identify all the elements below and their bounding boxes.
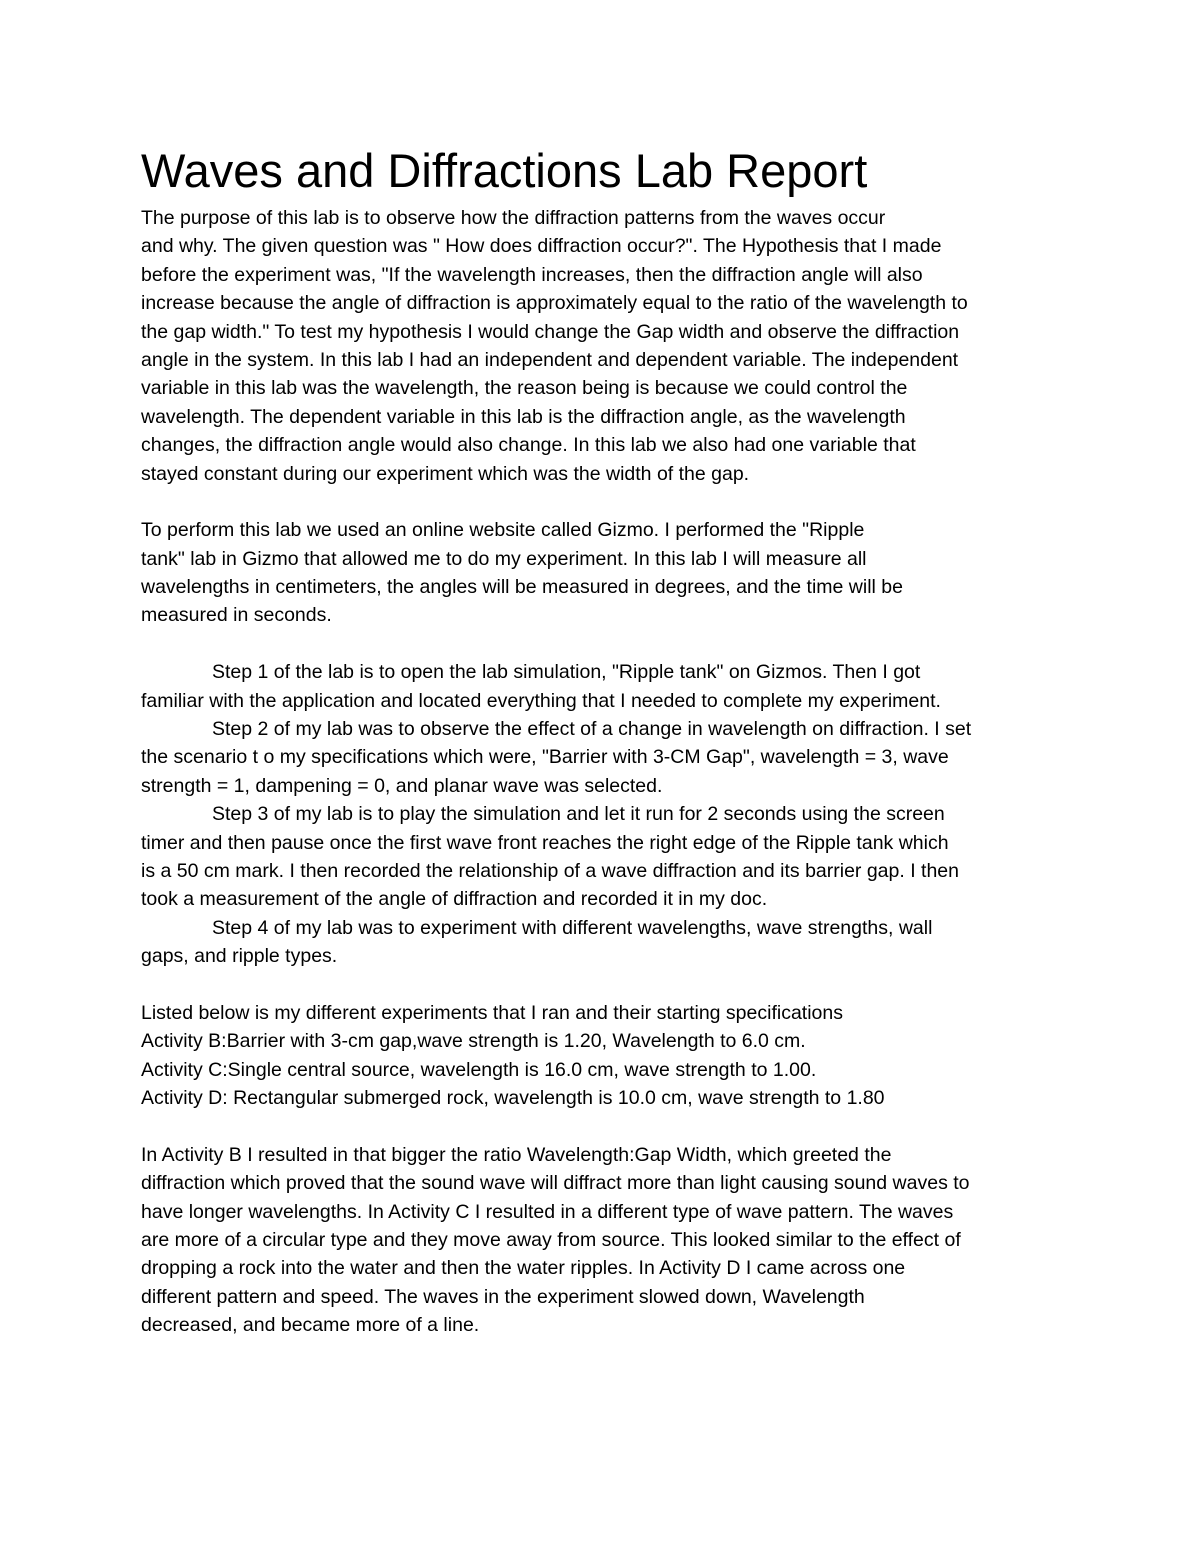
document-title: Waves and Diffractions Lab Report xyxy=(141,144,868,197)
text-line: is a 50 cm mark. I then recorded the relationship of a wave diffraction and its barrier gap. I then xyxy=(141,859,959,882)
text-line: the gap width." To test my hypothesis I would change the Gap width and observe the diffraction xyxy=(141,320,960,343)
activity-d-line: Activity D: Rectangular submerged rock, wavelength is 10.0 cm, wave strength to 1.80 xyxy=(141,1087,885,1110)
text-line: the scenario t o my specifications which were, "Barrier with 3-CM Gap", wavelength = 3, wave xyxy=(141,746,949,769)
text-line: measured in seconds. xyxy=(141,604,332,627)
paragraph-spacer xyxy=(141,488,1066,516)
text-line: are more of a circular type and they move away from source. This looked similar to the effect of xyxy=(141,1229,961,1252)
activity-b-line: Activity B:Barrier with 3-cm gap,wave strength is 1.20, Wavelength to 6.0 cm. xyxy=(141,1030,806,1053)
text-line: Listed below is my different experiments that I ran and their starting specifications xyxy=(141,1001,843,1024)
text-line: different pattern and speed. The waves in the experiment slowed down, Wavelength xyxy=(141,1285,865,1308)
step-2-line: Step 2 of my lab was to observe the effect of a change in wavelength on diffraction. I set xyxy=(212,718,972,741)
paragraph-method xyxy=(141,516,1066,630)
text-line: dropping a rock into the water and then the water ripples. In Activity D I came across one xyxy=(141,1257,906,1280)
paragraph-spacer xyxy=(141,1113,1066,1141)
paragraph-steps xyxy=(141,658,1066,970)
text-line: decreased, and became more of a line. xyxy=(141,1314,480,1337)
text-line: wavelengths in centimeters, the angles will be measured in degrees, and the time will be xyxy=(141,576,903,599)
paragraph-results xyxy=(141,1141,1066,1340)
text-line: increase because the angle of diffraction is approximately equal to the ratio of the wavelength to xyxy=(141,292,968,315)
activity-c-line: Activity C:Single central source, wavelength is 16.0 cm, wave strength to 1.00. xyxy=(141,1058,817,1081)
paragraph-spacer xyxy=(141,971,1066,999)
step-1-line: Step 1 of the lab is to open the lab simulation, "Ripple tank" on Gizmos. Then I got xyxy=(212,661,921,684)
document-page xyxy=(141,138,1066,1340)
text-line: timer and then pause once the first wave front reaches the right edge of the Ripple tank which xyxy=(141,831,949,854)
text-line: wavelength. The dependent variable in this lab is the diffraction angle, as the wavelength xyxy=(141,405,906,428)
text-line: In Activity B I resulted in that bigger the ratio Wavelength:Gap Width, which greeted the xyxy=(141,1143,892,1166)
text-line: and why. The given question was " How does diffraction occur?". The Hypothesis that I made xyxy=(141,235,942,258)
step-4-line: Step 4 of my lab was to experiment with different wavelengths, wave strengths, wall xyxy=(212,916,933,939)
text-line: The purpose of this lab is to observe how the diffraction patterns from the waves occur xyxy=(141,207,886,229)
step-3-line: Step 3 of my lab is to play the simulation and let it run for 2 seconds using the screen xyxy=(212,803,945,826)
text-line: tank" lab in Gizmo that allowed me to do my experiment. In this lab I will measure all xyxy=(141,547,867,570)
text-line: angle in the system. In this lab I had an independent and dependent variable. The independent xyxy=(141,348,959,371)
text-line: changes, the diffraction angle would also change. In this lab we also had one variable that xyxy=(141,434,916,457)
text-line: before the experiment was, "If the wavelength increases, then the diffraction angle will also xyxy=(141,263,923,286)
text-line: strength = 1, dampening = 0, and planar wave was selected. xyxy=(141,774,663,797)
text-line: diffraction which proved that the sound wave will diffract more than light causing sound waves to xyxy=(141,1172,970,1195)
text-line: To perform this lab we used an online website called Gizmo. I performed the "Ripple xyxy=(141,519,865,542)
text-line: gaps, and ripple types. xyxy=(141,945,338,968)
paragraph-spacer xyxy=(141,630,1066,658)
text-line: stayed constant during our experiment which was the width of the gap. xyxy=(141,462,750,485)
text-line: familiar with the application and located everything that I needed to complete my experiment. xyxy=(141,689,941,712)
text-line: have longer wavelengths. In Activity C I resulted in a different type of wave pattern. The waves xyxy=(141,1200,954,1223)
text-line: variable in this lab was the wavelength, the reason being is because we could control the xyxy=(141,377,908,400)
text-line: took a measurement of the angle of diffraction and recorded it in my doc. xyxy=(141,888,768,911)
paragraph-activities xyxy=(141,999,1066,1113)
paragraph-purpose xyxy=(141,204,1066,488)
